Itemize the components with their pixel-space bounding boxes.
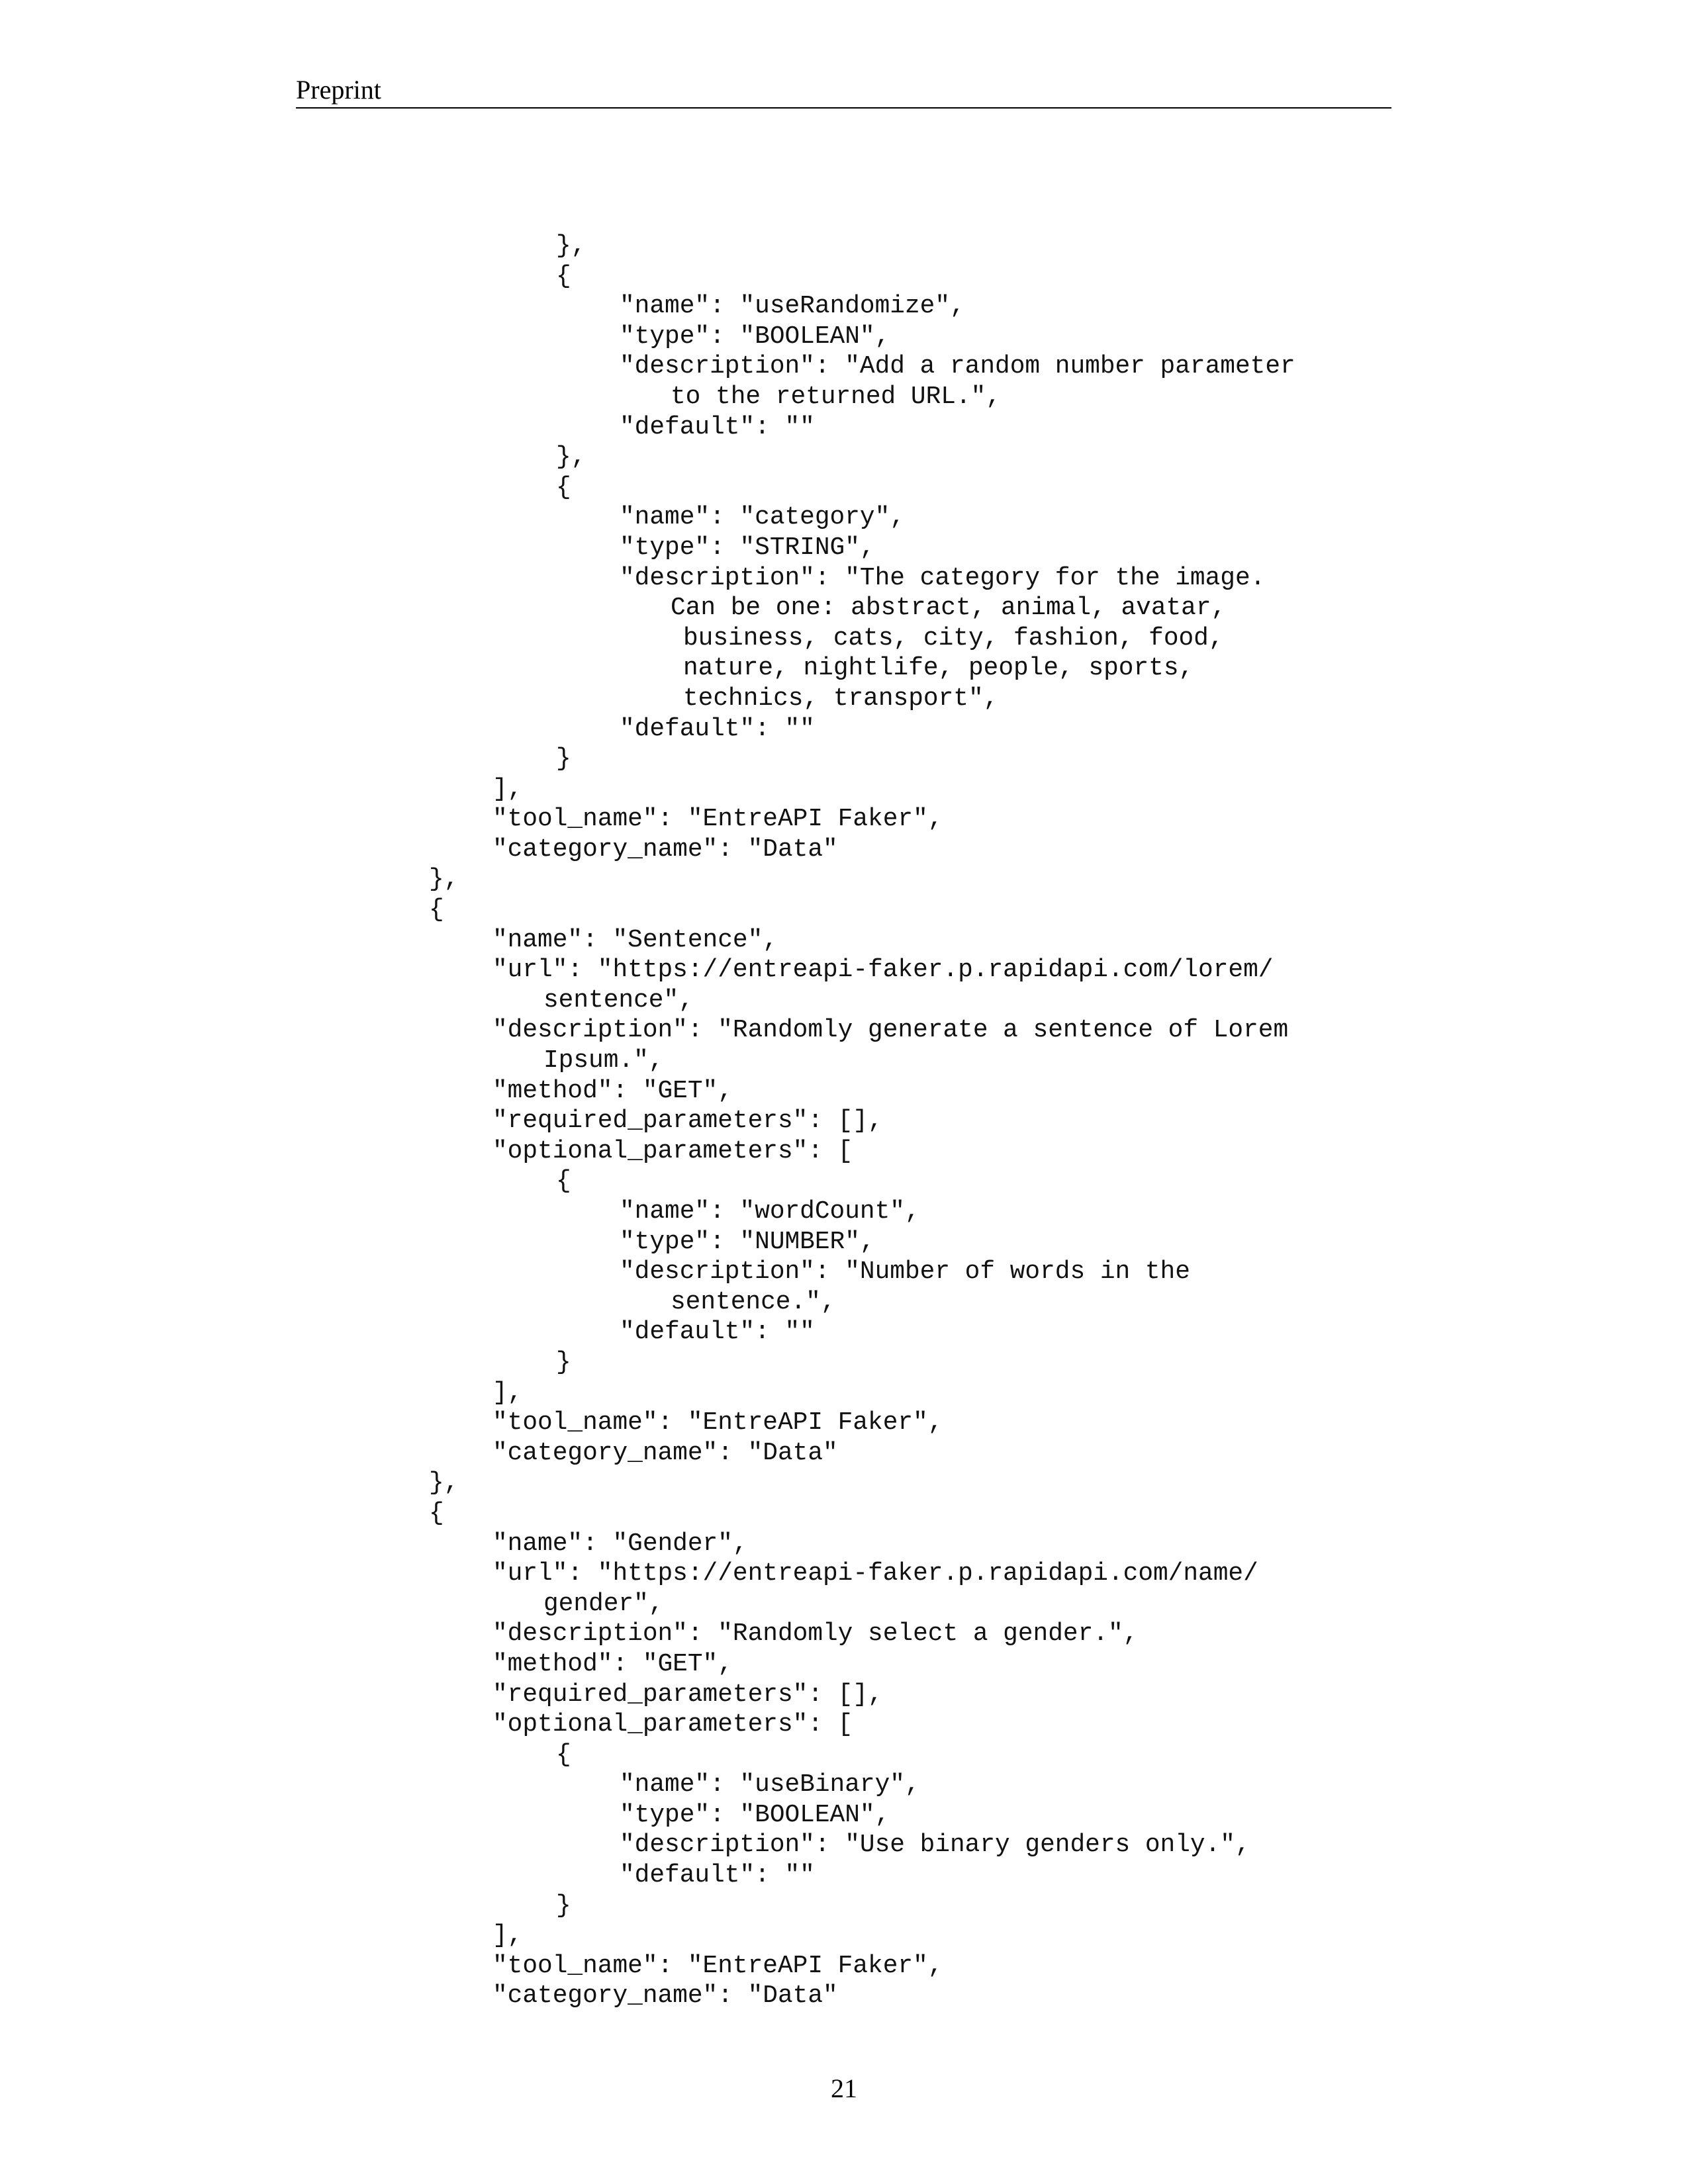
code-line: "default": "" [620, 1862, 815, 1890]
code-line: "name": "Sentence", [492, 926, 778, 954]
code-line: { [429, 896, 444, 925]
code-line: "optional_parameters": [ [492, 1137, 853, 1165]
page-number: 21 [831, 2073, 857, 2103]
code-line: sentence.", [671, 1288, 836, 1316]
code-line: gender", [543, 1590, 664, 1618]
code-line: Ipsum.", [543, 1047, 664, 1075]
code-line: }, [429, 1469, 459, 1498]
code-line: ], [492, 775, 523, 803]
code-line: }, [556, 232, 586, 260]
code-line: { [556, 1167, 571, 1196]
code-line: }, [429, 866, 459, 894]
code-line: { [429, 1499, 444, 1527]
code-listing [0, 232, 1688, 2012]
code-line: "required_parameters": [], [492, 1680, 883, 1709]
code-line: business, cats, city, fashion, food, [683, 624, 1224, 653]
code-line: "name": "category", [620, 504, 905, 532]
code-line: "type": "NUMBER", [620, 1228, 875, 1256]
code-line: "method": "GET", [492, 1650, 733, 1678]
code-line: "description": "Randomly generate a sentence of Lorem [492, 1017, 1289, 1045]
code-line: "method": "GET", [492, 1077, 733, 1105]
code-line: "type": "BOOLEAN", [620, 1801, 890, 1829]
code-line: "name": "wordCount", [620, 1198, 920, 1226]
code-line: "name": "useBinary", [620, 1771, 920, 1799]
code-line: "default": "" [620, 1318, 815, 1347]
running-title: Preprint [296, 75, 381, 105]
code-line: "type": "BOOLEAN", [620, 322, 890, 351]
code-line: } [556, 745, 571, 774]
code-line: "default": "" [620, 715, 815, 743]
code-line: technics, transport", [683, 684, 999, 713]
code-line: "optional_parameters": [ [492, 1711, 853, 1739]
page-header [296, 69, 1391, 109]
code-line: } [556, 1348, 571, 1377]
code-line: { [556, 473, 571, 502]
code-line: "tool_name": "EntreAPI Faker", [492, 1952, 943, 1980]
code-line: "tool_name": "EntreAPI Faker", [492, 805, 943, 834]
code-line: }, [556, 443, 586, 472]
code-line: "description": "The category for the image. [620, 564, 1266, 592]
code-line: "tool_name": "EntreAPI Faker", [492, 1409, 943, 1437]
code-line: "type": "STRING", [620, 533, 875, 562]
code-line: Can be one: abstract, animal, avatar, [671, 594, 1227, 623]
code-line: "description": "Add a random number parameter [620, 353, 1295, 381]
code-line: "description": "Use binary genders only.", [620, 1831, 1250, 1860]
code-line: nature, nightlife, people, sports, [683, 655, 1194, 683]
code-line: "default": "" [620, 413, 815, 441]
code-line: "category_name": "Data" [492, 1439, 838, 1467]
code-line: "url": "https://entreapi-faker.p.rapidapi.com/lorem/ [492, 956, 1274, 985]
code-line: ], [492, 1379, 523, 1407]
code-line: "description": "Number of words in the [620, 1258, 1190, 1287]
code-line: "required_parameters": [], [492, 1107, 883, 1136]
code-line: } [556, 1891, 571, 1920]
code-line: "category_name": "Data" [492, 1982, 838, 2011]
code-line: "name": "Gender", [492, 1529, 748, 1558]
code-line: "name": "useRandomize", [620, 293, 965, 321]
code-line: sentence", [543, 986, 694, 1015]
code-line: { [556, 262, 571, 291]
code-line: to the returned URL.", [671, 383, 1002, 411]
code-line: "category_name": "Data" [492, 835, 838, 864]
code-line: "description": "Randomly select a gender.", [492, 1620, 1139, 1649]
code-line: { [556, 1741, 571, 1769]
code-line: ], [492, 1922, 523, 1950]
code-line: "url": "https://entreapi-faker.p.rapidapi.com/name/ [492, 1560, 1258, 1588]
